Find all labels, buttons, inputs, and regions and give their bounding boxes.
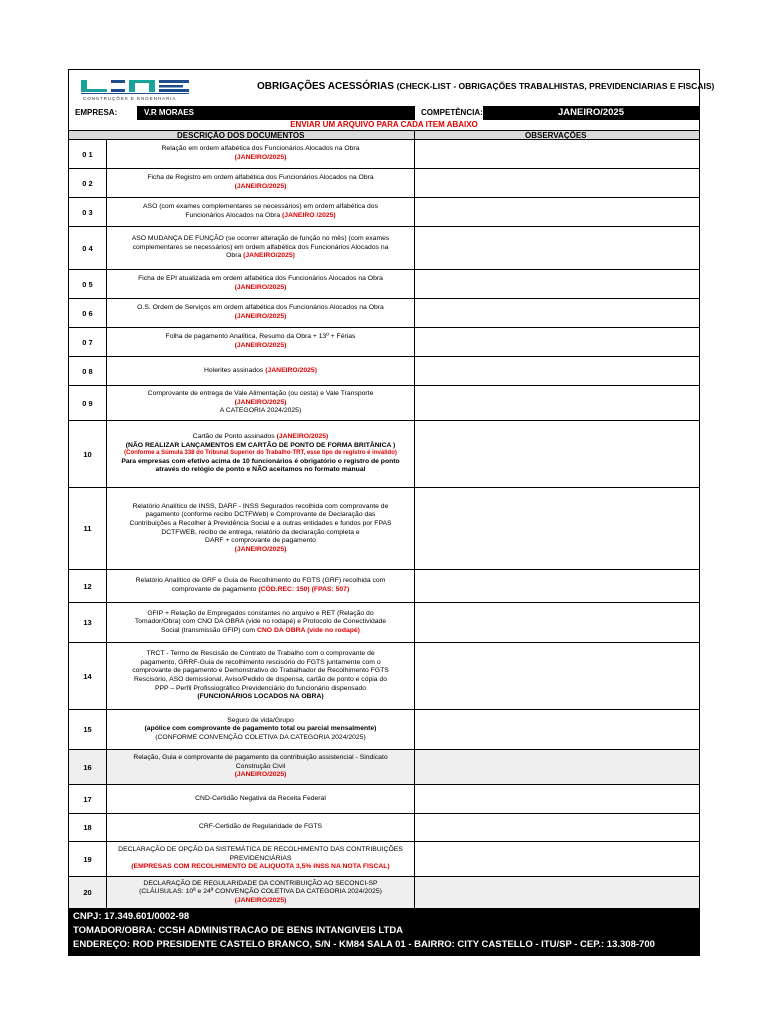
item-number: 19	[69, 842, 107, 876]
footer-cnpj: CNPJ: 17.349.601/0002-98	[73, 911, 190, 922]
table-row	[69, 750, 699, 785]
item-number: 16	[69, 750, 107, 784]
title-sub: (CHECK-LIST - OBRIGAÇÕES TRABALHISTAS, PREVIDENCIARIAS E FISCAIS)	[396, 81, 715, 91]
item-number: 18	[69, 814, 107, 841]
col-observacoes: OBSERVAÇÕES	[525, 131, 587, 140]
title-main: OBRIGAÇÕES ACESSÓRIAS	[257, 81, 394, 92]
checklist-document	[68, 69, 715, 956]
page-title	[257, 81, 714, 92]
item-description: DECLARAÇÃO DE OPÇÃO DA SISTEMÁTICA DE RECOLHIMENTO DAS CONTRIBUIÇÕES PREVIDENCIÁRIAS (EMPRESAS COM RECOLHIMENTO DE ALIQUOTA 3,5% INSS NA NOTA FISCAL)	[107, 842, 415, 876]
observation-cell[interactable]	[415, 227, 699, 269]
item-description: Relação, Guia e comprovante de pagamento da contribuição assistencial - Sindicato Construção Civil (JANEIRO/2025)	[107, 750, 415, 784]
item-number: 15	[69, 710, 107, 749]
item-number: 0 6	[69, 299, 107, 327]
observation-cell[interactable]	[415, 814, 699, 841]
item-description: Folha de pagamento Analítica, Resumo da Obra + 13º + Férias (JANEIRO/2025)	[107, 328, 415, 356]
observation-cell[interactable]	[415, 842, 699, 876]
observation-cell[interactable]	[415, 270, 699, 298]
item-description: Relatório Analítico de GRF e Guia de Recolhimento do FGTS (GRF) recolhida com comprovante de pagamento (CÓD.REC: 150) (FPAS: 507)	[107, 570, 415, 602]
item-number: 20	[69, 877, 107, 908]
item-number: 13	[69, 603, 107, 642]
table-row	[69, 877, 699, 908]
item-description: CND-Certidão Negativa da Receita Federal	[107, 785, 415, 813]
item-number: 0 3	[69, 198, 107, 226]
observation-cell[interactable]	[415, 140, 699, 168]
item-description: TRCT - Termo de Rescisão de Contrato de Trabalho com o comprovante de pagamento, GRRF-Guia de recolhimento rescisório do FGTS juntamente com o comprovante de pagamento e Demonstrativo do Trabalhador de Recolhimento FGTS Rescisório, ASO demissional, Aviso/Pedido de dispensa, cartão de ponto e cópia do PPP – Perfil Profissiográfico Previdenciário do funcionário dispensado (FUNCIONÁRIOS LOCADOS NA OBRA)	[107, 643, 415, 709]
footer-tomador: TOMADOR/OBRA: CCSH ADMINISTRACAO DE BENS INTANGIVEIS LTDA	[73, 925, 404, 936]
observation-cell[interactable]	[415, 169, 699, 197]
item-description: Comprovante de entrega de Vale Alimentação (ou cesta) e Vale Transporte (JANEIRO/2025) A CATEGORIA 2024/2025)	[107, 386, 415, 420]
item-number: 11	[69, 488, 107, 569]
item-number: 10	[69, 421, 107, 487]
table-row	[69, 842, 699, 877]
item-description: ASO (com exames complementares se necessários) em ordem alfabética dos Funcionários Alocados na Obra (JANEIRO /2025)	[107, 198, 415, 226]
observation-cell[interactable]	[415, 643, 699, 709]
empresa-label: EMPRESA:	[69, 106, 137, 120]
table-row	[69, 710, 699, 750]
item-description: Ficha de Registro em ordem alfabética dos Funcionários Alocados na Obra (JANEIRO/2025)	[107, 169, 415, 197]
table-row	[69, 488, 699, 570]
table-row	[69, 785, 699, 814]
observation-cell[interactable]	[415, 328, 699, 356]
observation-cell[interactable]	[415, 877, 699, 908]
item-number: 0 8	[69, 357, 107, 385]
item-number: 0 1	[69, 140, 107, 168]
item-number: 0 9	[69, 386, 107, 420]
table-row	[69, 227, 699, 270]
item-number: 0 2	[69, 169, 107, 197]
table-row	[69, 814, 699, 842]
observation-cell[interactable]	[415, 750, 699, 784]
item-number: 0 4	[69, 227, 107, 269]
table-row	[69, 357, 699, 386]
item-description: DECLARAÇÃO DE REGULARIDADE DA CONTRIBUIÇÃO AO SECONCI-SP (CLÁUSULAS: 10ª e 24ª CONVENÇÃO COLETIVA DA CATEGORIA 2024/2025) (JANEIRO/2025)	[107, 877, 415, 908]
item-description: Relação em ordem alfabética dos Funcionários Alocados na Obra (JANEIRO/2025)	[107, 140, 415, 168]
table-row	[69, 270, 699, 299]
observation-cell[interactable]	[415, 386, 699, 420]
item-description: Relatório Analítico de INSS, DARF - INSS Segurados recolhida com comprovante de pagamento (conforme recibo DCTFWeb) e Comprovante de Declaração das Contribuições a Recolher à Previdência Social e a outras entidades e fundos por FPAS DCTFWEB, recibo de entrega, relatório da declaração completa e DARF + comprovante de pagamento (JANEIRO/2025)	[107, 488, 415, 569]
item-number: 14	[69, 643, 107, 709]
col-divider	[414, 130, 415, 140]
table-row	[69, 169, 699, 198]
document-header	[69, 70, 715, 107]
logo-subtext: CONSTRUÇÕES E ENGENHARIA	[83, 96, 177, 101]
item-number: 0 7	[69, 328, 107, 356]
observation-cell[interactable]	[415, 421, 699, 487]
table-row	[69, 328, 699, 357]
item-description: ASO MUDANÇA DE FUNÇÃO (se ocorrer alteração de função no mês) (com exames complementares se necessários) em ordem alfabética dos Funcionários Alocados na Obra (JANEIRO/2025)	[107, 227, 415, 269]
observation-cell[interactable]	[415, 357, 699, 385]
company-row	[69, 106, 699, 120]
item-description: GFIP + Relação de Empregados constantes no arquivo e RET (Relação do Tomador/Obra) com CNO DA OBRA (vide no rodapé) e Protocolo de Conectividade Social (transmissão GFIP) com CNO DA OBRA (vide no rodapé)	[107, 603, 415, 642]
item-description: CRF-Certidão de Regularidade de FGTS	[107, 814, 415, 841]
item-description: O.S. Ordem de Serviços em ordem alfabética dos Funcionários Alocados na Obra (JANEIRO/2025)	[107, 299, 415, 327]
table-row	[69, 570, 699, 603]
observation-cell[interactable]	[415, 710, 699, 749]
observation-cell[interactable]	[415, 570, 699, 602]
empresa-value: V.R MORAES	[144, 108, 194, 117]
competencia-label: COMPETÊNCIA:	[415, 106, 483, 120]
table-row	[69, 198, 699, 227]
item-description: Seguro de vida/Grupo (apólice com comprovante de pagamento total ou parcial mensalmente) (CONFORME CONVENÇÃO COLETIVA DA CATEGORIA 2024/2025)	[107, 710, 415, 749]
observation-cell[interactable]	[415, 603, 699, 642]
table-row	[69, 386, 699, 421]
table-row	[69, 299, 699, 328]
observation-cell[interactable]	[415, 198, 699, 226]
table-row	[69, 421, 699, 488]
observation-cell[interactable]	[415, 785, 699, 813]
footer-endereco: ENDEREÇO: ROD PRESIDENTE CASTELO BRANCO, S/N - KM84 SALA 01 - BAIRRO: CITY CASTELLO - ITU/SP - CEP.: 13.308-700	[73, 939, 655, 950]
instruction-banner: ENVIAR UM ARQUIVO PARA CADA ITEM ABAIXO	[290, 120, 478, 129]
item-number: 12	[69, 570, 107, 602]
table-row	[69, 140, 699, 169]
item-description: Ficha de EPI atualizada em ordem alfabética dos Funcionários Alocados na Obra (JANEIRO/2025)	[107, 270, 415, 298]
company-logo	[79, 74, 199, 102]
item-description: Cartão de Ponto assinados (JANEIRO/2025) (NÃO REALIZAR LANÇAMENTOS EM CARTÃO DE PONTO DE FORMA BRITÂNICA ) (Conforme a Súmula 338 do Tribunal Superior do Trabalho-TRT, esse tipo de registro é inválido) Para empresas com efetivo acima de 10 funcionários é obrigatório o registro de ponto através do relógio de ponto e NÃO aceitamos no formato manual	[107, 421, 415, 487]
observation-cell[interactable]	[415, 488, 699, 569]
item-number: 17	[69, 785, 107, 813]
item-description: Holerites assinados (JANEIRO/2025)	[107, 357, 415, 385]
col-descricao: DESCRIÇÃO DOS DOCUMENTOS	[177, 131, 305, 140]
observation-cell[interactable]	[415, 299, 699, 327]
column-header	[69, 130, 699, 140]
table-row	[69, 643, 699, 710]
table-row	[69, 603, 699, 643]
competencia-value: JANEIRO/2025	[557, 107, 624, 118]
document-footer	[69, 908, 699, 956]
item-number: 0 5	[69, 270, 107, 298]
